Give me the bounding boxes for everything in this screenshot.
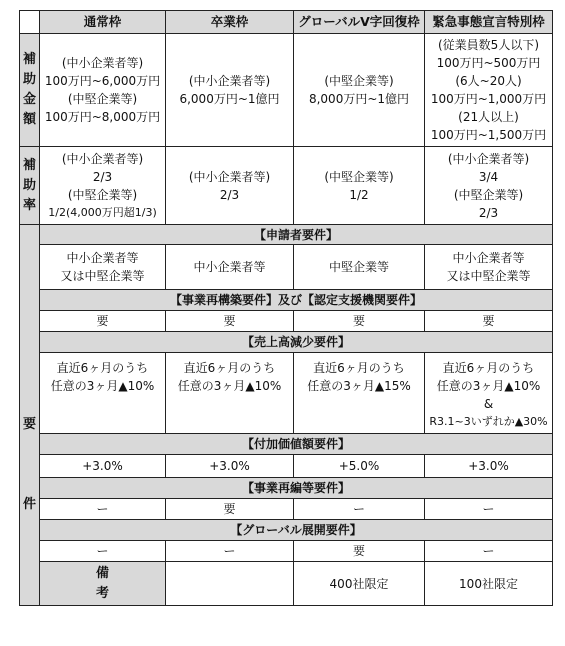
section-applicant-row [20, 225, 553, 245]
restructuring-regular-cell: 要 [40, 311, 166, 332]
reorganization-global-v-cell: ー [294, 499, 425, 520]
restructuring-graduation-cell: 要 [166, 311, 294, 332]
sales-global-v-cell: 直近6ヶ月のうち 任意の3ヶ月▲15% [294, 353, 425, 434]
row-header-requirements: 要 件 [20, 225, 40, 606]
remarks-row [20, 562, 553, 606]
section-title-global: 【グローバル展開要件】 [40, 520, 553, 541]
value-added-graduation-cell: +3.0% [166, 455, 294, 478]
sales-regular-cell: 直近6ヶ月のうち 任意の3ヶ月▲10% [40, 353, 166, 434]
global-regular-cell: ー [40, 541, 166, 562]
subsidy-regular-cell: (中小企業者等) 100万円~6,000万円 (中堅企業等) 100万円~8,000万円 [40, 34, 166, 147]
remarks-global-v-cell: 100社限定 [425, 562, 553, 606]
column-header-emergency: 緊急事態宣言特別枠 [425, 11, 553, 34]
subsidy-comparison-table [19, 10, 553, 606]
subsidy-global-v-cell: (中堅企業等) 8,000万円~1億円 [294, 34, 425, 147]
subsidy-amount-row [20, 34, 553, 147]
section-title-restructuring: 【事業再構築要件】及び【認定支援機関要件】 [40, 290, 553, 311]
remarks-graduation-cell: 400社限定 [294, 562, 425, 606]
section-restructuring-row [20, 290, 553, 311]
applicant-emergency-cell: 中小企業者等 又は中堅企業等 [425, 245, 553, 290]
section-title-value-added: 【付加価値額要件】 [40, 434, 553, 455]
sales-values-row [20, 353, 553, 434]
sales-graduation-cell: 直近6ヶ月のうち 任意の3ヶ月▲10% [166, 353, 294, 434]
value-added-global-v-cell: +5.0% [294, 455, 425, 478]
remarks-regular-cell [166, 562, 294, 606]
column-header-regular: 通常枠 [40, 11, 166, 34]
section-value-added-row [20, 434, 553, 455]
row-header-subsidy-amount: 補 助 金 額 [20, 34, 40, 147]
reorganization-regular-cell: ー [40, 499, 166, 520]
global-global-v-cell: 要 [294, 541, 425, 562]
applicant-graduation-cell: 中小企業者等 [166, 245, 294, 290]
value-added-regular-cell: +3.0% [40, 455, 166, 478]
section-global-row [20, 520, 553, 541]
global-emergency-cell: ー [425, 541, 553, 562]
global-graduation-cell: ー [166, 541, 294, 562]
reorganization-graduation-cell: 要 [166, 499, 294, 520]
restructuring-values-row [20, 311, 553, 332]
subsidy-emergency-cell: (従業員数5人以下) 100万円~500万円 (6人~20人) 100万円~1,000万円 (21人以上) 100万円~1,500万円 [425, 34, 553, 147]
applicant-global-v-cell: 中堅企業等 [294, 245, 425, 290]
section-reorganization-row [20, 478, 553, 499]
value-added-values-row [20, 455, 553, 478]
rate-regular-cell: (中小企業者等) 2/3 (中堅企業等) 1/2(4,000万円超1/3) [40, 147, 166, 225]
rate-graduation-cell: (中小企業者等) 2/3 [166, 147, 294, 225]
applicant-regular-cell: 中小企業者等 又は中堅企業等 [40, 245, 166, 290]
row-header-remarks: 備 考 [40, 562, 166, 606]
column-header-global-v: グローバルV字回復枠 [294, 11, 425, 34]
section-title-applicant: 【申請者要件】 [40, 225, 553, 245]
header-row [20, 11, 553, 34]
corner-cell [20, 11, 40, 34]
restructuring-global-v-cell: 要 [294, 311, 425, 332]
column-header-graduation: 卒業枠 [166, 11, 294, 34]
section-title-sales: 【売上高減少要件】 [40, 332, 553, 353]
subsidy-graduation-cell: (中小企業者等) 6,000万円~1億円 [166, 34, 294, 147]
reorganization-emergency-cell: ー [425, 499, 553, 520]
sales-emergency-cell: 直近6ヶ月のうち 任意の3ヶ月▲10% & R3.1~3いずれか▲30% [425, 353, 553, 434]
applicant-values-row [20, 245, 553, 290]
section-title-reorganization: 【事業再編等要件】 [40, 478, 553, 499]
row-header-subsidy-rate: 補 助 率 [20, 147, 40, 225]
restructuring-emergency-cell: 要 [425, 311, 553, 332]
rate-emergency-cell: (中小企業者等) 3/4 (中堅企業等) 2/3 [425, 147, 553, 225]
section-sales-row [20, 332, 553, 353]
global-values-row [20, 541, 553, 562]
subsidy-rate-row [20, 147, 553, 225]
value-added-emergency-cell: +3.0% [425, 455, 553, 478]
rate-global-v-cell: (中堅企業等) 1/2 [294, 147, 425, 225]
reorganization-values-row [20, 499, 553, 520]
